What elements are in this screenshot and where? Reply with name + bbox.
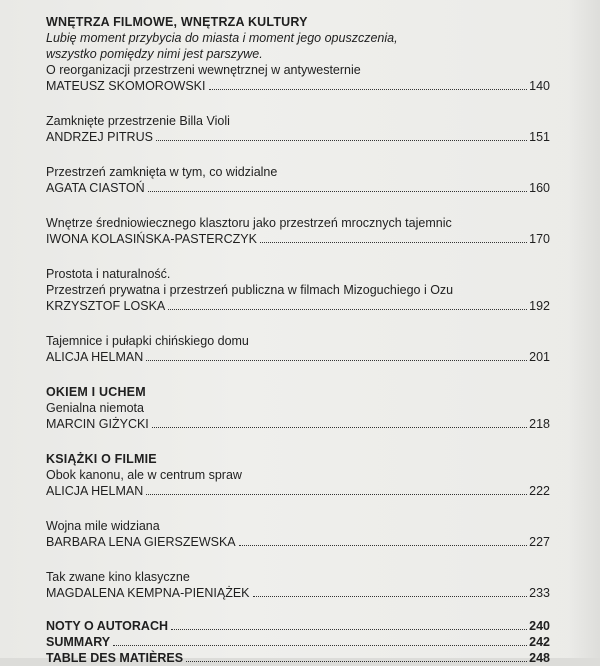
toc-entry <box>46 113 550 145</box>
author-row <box>46 298 550 314</box>
author-row <box>46 180 550 196</box>
entry-title-line: Zamknięte przestrzenie Billa Violi <box>46 114 230 128</box>
toc-entry <box>46 400 550 432</box>
entry-title-line: wszystko pomiędzy nimi jest parszywe. <box>46 47 263 61</box>
dot-leader <box>260 241 527 243</box>
page-number: 222 <box>529 484 550 498</box>
entry-title-line: Wnętrze średniowiecznego klasztoru jako przestrzeń mrocznych tajemnic <box>46 216 452 230</box>
dot-leader <box>146 359 527 361</box>
author-row <box>46 129 550 145</box>
author-name: IWONA KOLASIŃSKA-PASTERCZYK <box>46 232 257 246</box>
back-matter-label: NOTY O AUTORACH <box>46 619 168 633</box>
author-name: MATEUSZ SKOMOROWSKI <box>46 79 206 93</box>
author-name: ALICJA HELMAN <box>46 484 144 498</box>
dot-leader <box>253 595 528 597</box>
toc-entry <box>46 333 550 365</box>
entry-title-line: Obok kanonu, ale w centrum spraw <box>46 468 242 482</box>
entry-title-line: O reorganizacji przestrzeni wewnętrznej w antywesternie <box>46 63 361 77</box>
toc-entry <box>46 266 550 314</box>
author-row <box>46 231 550 247</box>
author-name: KRZYSZTOF LOSKA <box>46 299 166 313</box>
page-number: 240 <box>529 619 550 633</box>
author-name: BARBARA LENA GIERSZEWSKA <box>46 535 236 549</box>
dot-leader <box>171 628 527 630</box>
author-name: ANDRZEJ PITRUS <box>46 130 153 144</box>
toc-entry <box>46 215 550 247</box>
author-row <box>46 483 550 499</box>
page-number: 227 <box>529 535 550 549</box>
author-row <box>46 78 550 94</box>
dot-leader <box>168 308 527 310</box>
section-heading: WNĘTRZA FILMOWE, WNĘTRZA KULTURY <box>46 15 308 29</box>
dot-leader <box>152 426 527 428</box>
toc-entry <box>46 30 550 94</box>
page-number: 201 <box>529 350 550 364</box>
page-edge-shadow <box>568 0 600 658</box>
back-matter-label: TABLE DES MATIÈRES <box>46 651 184 665</box>
dot-leader <box>186 660 527 662</box>
author-row <box>46 349 550 365</box>
table-of-contents <box>46 14 550 666</box>
dot-leader <box>148 190 528 192</box>
back-matter <box>46 618 550 666</box>
entry-title-line: Tak zwane kino klasyczne <box>46 570 190 584</box>
toc-entry <box>46 467 550 499</box>
page-number: 160 <box>529 181 550 195</box>
page-number: 218 <box>529 417 550 431</box>
page-number: 140 <box>529 79 550 93</box>
dot-leader <box>156 139 527 141</box>
dot-leader <box>146 493 527 495</box>
entry-title-line: Prostota i naturalność. <box>46 267 171 281</box>
dot-leader <box>113 644 527 646</box>
page-number: 233 <box>529 586 550 600</box>
back-matter-row <box>46 650 550 666</box>
entry-title-line: Lubię moment przybycia do miasta i moment jego opuszczenia, <box>46 31 398 45</box>
author-name: MARCIN GIŻYCKI <box>46 417 149 431</box>
author-row <box>46 534 550 550</box>
entry-title-line: Genialna niemota <box>46 401 144 415</box>
section-heading: KSIĄŻKI O FILMIE <box>46 452 157 466</box>
author-name: AGATA CIASTOŃ <box>46 181 145 195</box>
dot-leader <box>209 88 528 90</box>
entry-title-line: Przestrzeń zamknięta w tym, co widzialne <box>46 165 278 179</box>
page-number: 170 <box>529 232 550 246</box>
entry-title-line: Tajemnice i pułapki chińskiego domu <box>46 334 249 348</box>
toc-entry <box>46 164 550 196</box>
author-row <box>46 416 550 432</box>
author-row <box>46 585 550 601</box>
page-number: 242 <box>529 635 550 649</box>
dot-leader <box>239 544 527 546</box>
page-number: 192 <box>529 299 550 313</box>
back-matter-label: SUMMARY <box>46 635 111 649</box>
page-number: 248 <box>529 651 550 665</box>
author-name: MAGDALENA KEMPNA-PIENIĄŻEK <box>46 586 250 600</box>
section-heading: OKIEM I UCHEM <box>46 385 146 399</box>
entry-title-line: Przestrzeń prywatna i przestrzeń publiczna w filmach Mizoguchiego i Ozu <box>46 283 454 297</box>
toc-entry <box>46 569 550 601</box>
author-name: ALICJA HELMAN <box>46 350 144 364</box>
back-matter-row <box>46 618 550 634</box>
entry-title-line: Wojna mile widziana <box>46 519 160 533</box>
page-number: 151 <box>529 130 550 144</box>
back-matter-row <box>46 634 550 650</box>
toc-entry <box>46 518 550 550</box>
